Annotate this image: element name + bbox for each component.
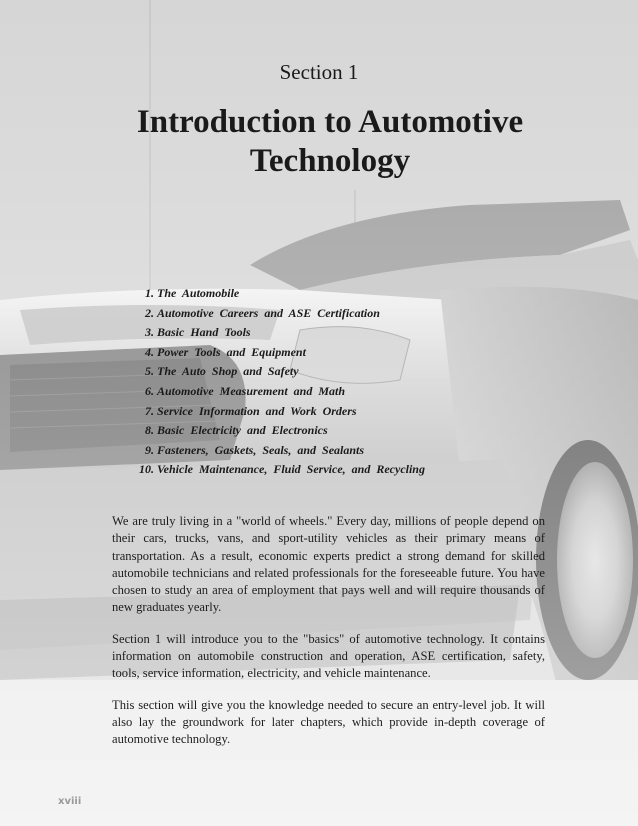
chapter-title: Vehicle Maintenance, Fluid Service, and Recycling — [157, 462, 425, 477]
chapter-number: 5. — [145, 364, 154, 379]
chapter-number: 4. — [145, 344, 154, 359]
chapter-list-item — [140, 362, 540, 382]
chapter-number: 10. — [139, 462, 154, 477]
chapter-number: 3. — [145, 325, 154, 340]
chapter-number: 2. — [145, 305, 154, 320]
intro-paragraph-1: We are truly living in a "world of wheels." Every day, millions of people depend on their cars, trucks, vans, and sport-utility vehicles as their primary means of transportation. As a result, economic experts predict a strong demand for skilled automobile technicians and related professionals for the foreseeable future. You have chosen to study an area of employment that pays well and will require thousands of new graduates yearly. — [112, 514, 545, 615]
chapter-list-item — [140, 284, 540, 304]
page-title: Introduction to Automotive Technology — [136, 104, 524, 179]
chapter-title: Basic Electricity and Electronics — [157, 423, 328, 438]
chapter-list — [140, 284, 540, 480]
chapter-title: Basic Hand Tools — [157, 325, 251, 340]
chapter-list-item — [140, 441, 540, 461]
chapter-list-item — [140, 304, 540, 324]
chapter-title: Fasteners, Gaskets, Seals, and Sealants — [157, 442, 365, 457]
chapter-title: The Automobile — [157, 286, 240, 300]
chapter-title: Power Tools and Equipment — [157, 344, 306, 359]
section-label: Section 1 — [279, 60, 359, 84]
chapter-number: 8. — [145, 423, 154, 438]
chapter-list-item — [140, 343, 540, 363]
chapter-list-item — [140, 323, 540, 343]
intro-paragraph-3: This section will give you the knowledge needed to secure an entry-level job. It will also lay the groundwork for later chapters, which provide in-depth coverage of automotive technology. — [112, 697, 545, 747]
chapter-number: 9. — [145, 442, 154, 457]
chapter-number: 6. — [145, 383, 154, 398]
chapter-list-item — [140, 460, 540, 480]
intro-paragraph-2: Section 1 will introduce you to the "basics" of automotive technology. It contains information on automobile construction and operation, ASE certification, safety, tools, service information, electricity, and vehicle maintenance. — [112, 631, 545, 681]
chapter-list-item — [140, 421, 540, 441]
chapter-number: 1. — [145, 286, 154, 300]
chapter-list-item — [140, 382, 540, 402]
chapter-list-item — [140, 402, 540, 422]
section-introduction — [112, 513, 545, 763]
chapter-title: Automotive Measurement and Math — [157, 383, 346, 398]
chapter-number: 7. — [145, 403, 154, 418]
chapter-title: The Auto Shop and Safety — [157, 364, 299, 379]
page-number: xviii — [58, 796, 82, 807]
chapter-title: Service Information and Work Orders — [157, 403, 357, 418]
chapter-title: Automotive Careers and ASE Certification — [157, 305, 380, 320]
